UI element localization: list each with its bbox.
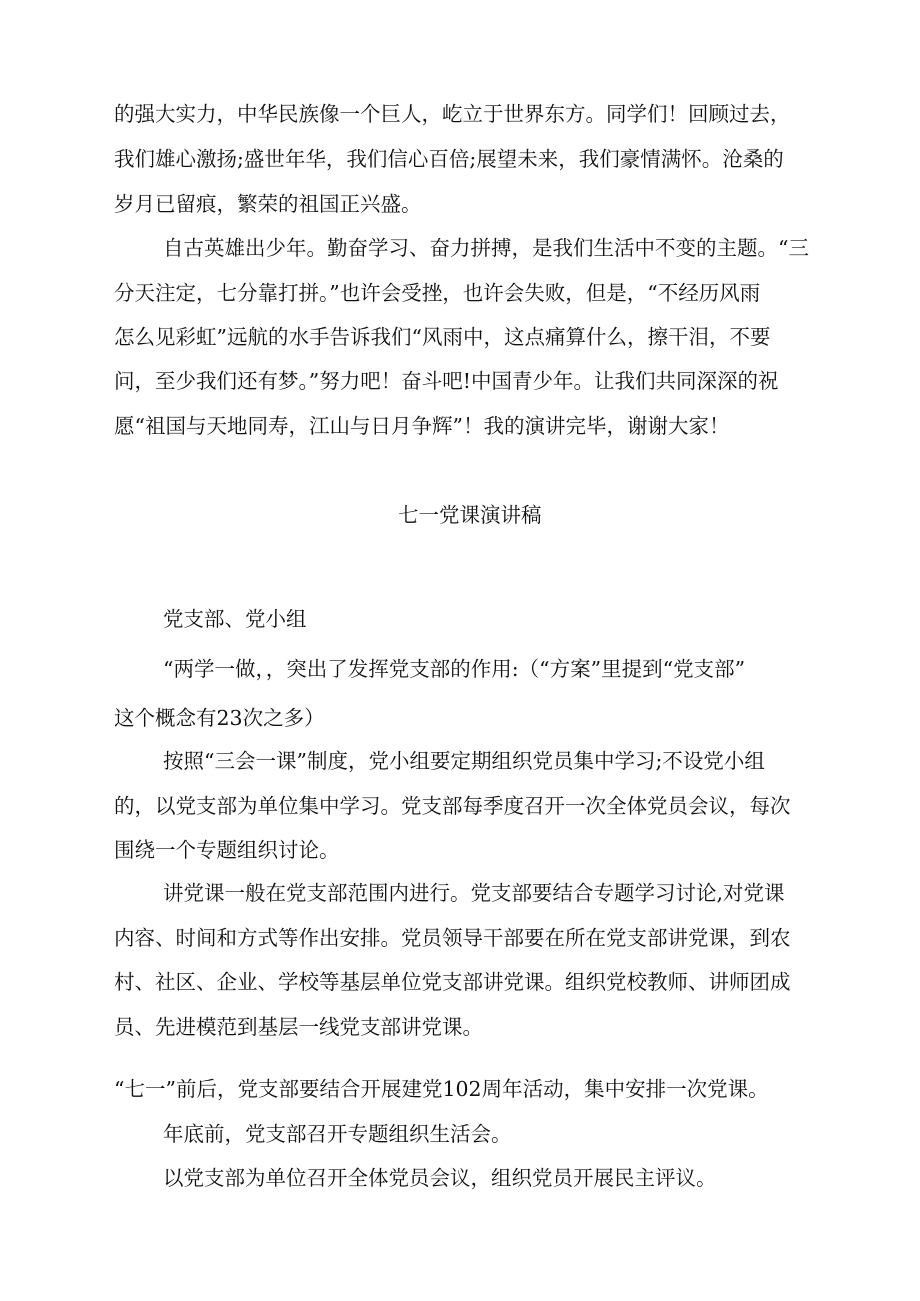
meeting-line-2: 的，以党支部为单位集中学习。党支部每季度召开一次全体党员会议，每次	[114, 794, 791, 818]
lecture-line-4: 员、先进模范到基层一线党支部讲党课。	[114, 1015, 483, 1039]
intro-line-2: 我们雄心激扬;盛世年华，我们信心百倍;展望未来，我们豪情满怀。沧桑的	[114, 147, 784, 171]
intro-line-1: 的强大实力，中华民族像一个巨人，屹立于世界东方。同学们！回顾过去，	[114, 102, 791, 126]
review-line: 以党支部为单位召开全体党员会议，组织党员开展民主评议。	[163, 1166, 717, 1190]
closing-line-1: 自古英雄出少年。勤奋学习、奋力拼搏，是我们生活中不变的主题。“三	[163, 236, 809, 260]
lecture-line-1: 讲党课一般在党支部范围内进行。党支部要结合专题学习讨论,对党课	[163, 881, 785, 905]
closing-line-4: 问，至少我们还有梦。”努力吧！奋斗吧!中国青少年。让我们共同深深的祝	[114, 369, 779, 393]
anniversary-line: “七一”前后，党支部要结合开展建党102周年活动，集中安排一次党课。	[114, 1077, 769, 1101]
meeting-line-3: 围绕一个专题组织讨论。	[114, 838, 340, 862]
quote-line-1: “两学一做，，突出了发挥党支部的作用:（“方案”里提到“党支部”	[163, 657, 746, 681]
closing-line-5: 愿“祖国与天地同寿，江山与日月争辉”！我的演讲完毕，谢谢大家！	[114, 414, 730, 438]
intro-line-3: 岁月已留痕，繁荣的祖国正兴盛。	[114, 192, 422, 216]
closing-line-2: 分天注定，七分靠打拼。”也许会受挫，也许会失败，但是，“不经历风雨	[114, 281, 761, 305]
lecture-line-3: 村、社区、企业、学校等基层单位党支部讲党课。组织党校教师、讲师团成	[114, 970, 791, 994]
document-title: 七一党课演讲稿	[398, 503, 542, 527]
lecture-line-2: 内容、时间和方式等作出安排。党员领导干部要在所在党支部讲党课，到农	[114, 926, 791, 950]
quote-line-2: 这个概念有23次之多）	[114, 706, 325, 730]
meeting-line-1: 按照“三会一课”制度，党小组要定期组织党员集中学习;不设党小组	[163, 749, 765, 773]
closing-line-3: 怎么见彩虹”远航的水手告诉我们“风雨中，这点痛算什么，擦干泪，不要	[114, 325, 771, 349]
year-end-line: 年底前，党支部召开专题组织生活会。	[163, 1122, 512, 1146]
section-heading: 党支部、党小组	[163, 607, 307, 631]
